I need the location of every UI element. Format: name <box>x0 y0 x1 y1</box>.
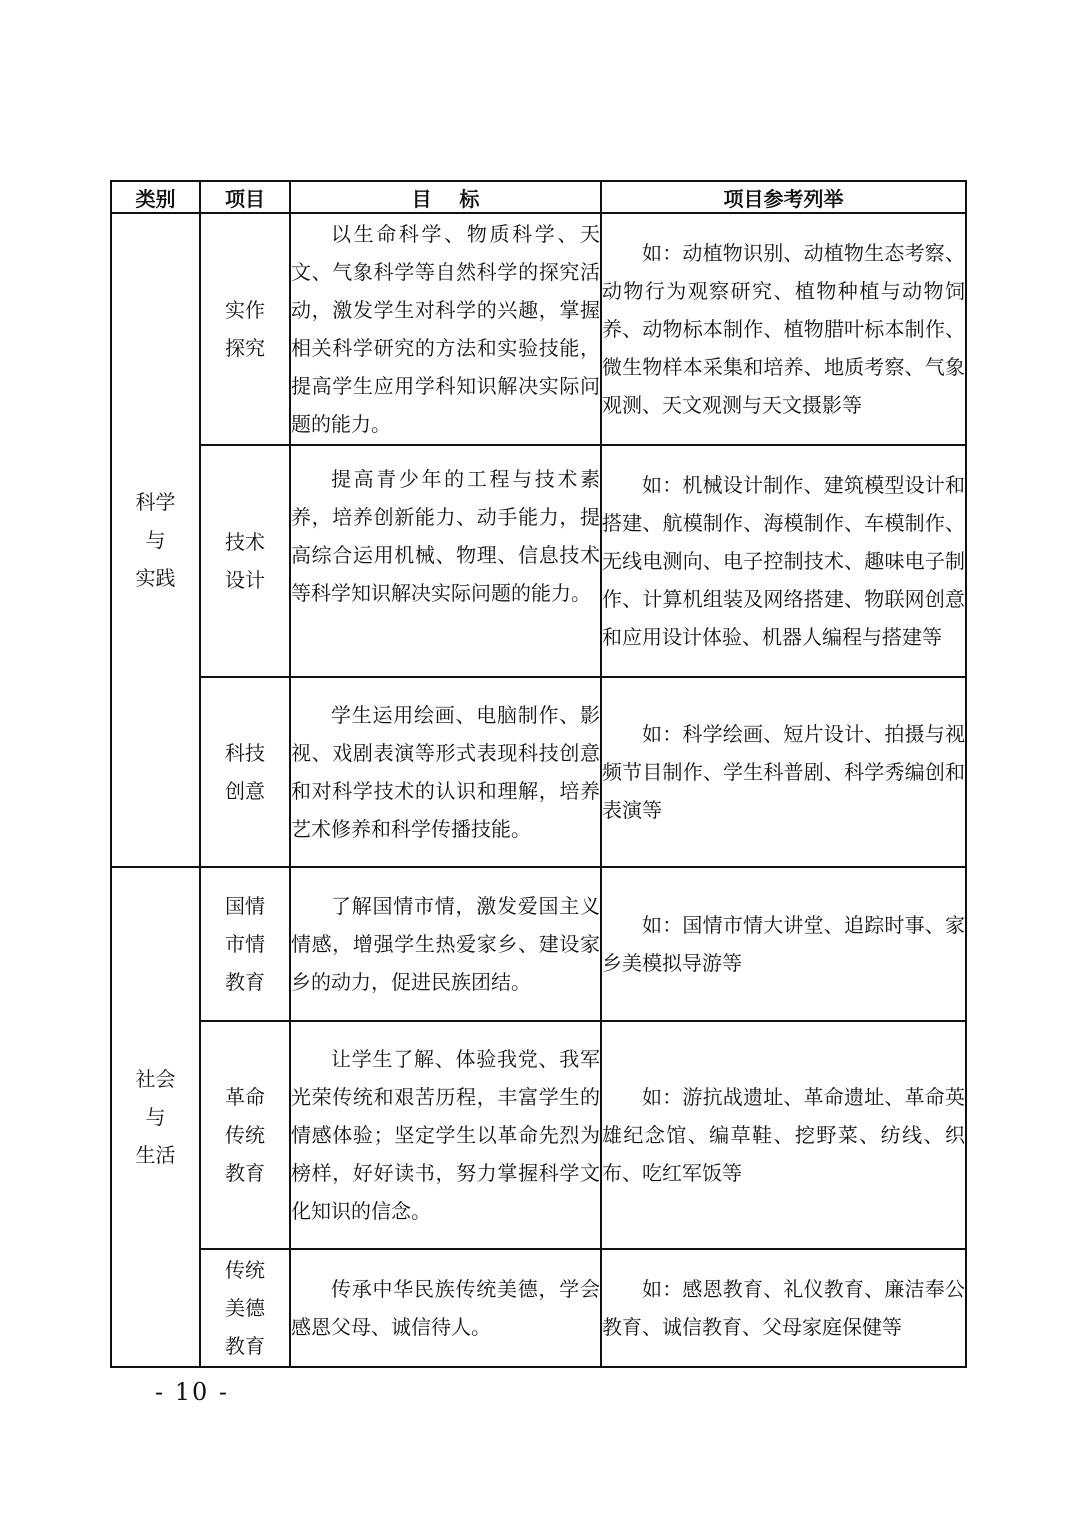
item-line: 创意 <box>225 779 265 803</box>
reference-cell: 如：游抗战遗址、革命遗址、革命英雄纪念馆、编草鞋、挖野菜、纺线、织布、吃红军饭等 <box>601 1021 966 1249</box>
header-goal: 目 标 <box>290 181 601 213</box>
goal-cell: 学生运用绘画、电脑制作、影视、戏剧表演等形式表现科技创意和对科学技术的认识和理解，培养艺术修养和科学传播技能。 <box>290 677 601 867</box>
item-line: 技术 <box>225 530 265 554</box>
item-line: 教育 <box>225 1334 265 1358</box>
category-line: 生活 <box>135 1143 176 1167</box>
item-line: 教育 <box>225 970 265 994</box>
goal-cell: 让学生了解、体验我党、我军光荣传统和艰苦历程，丰富学生的情感体验；坚定学生以革命先烈为榜样，好好读书，努力掌握科学文化知识的信念。 <box>290 1021 601 1249</box>
table-row <box>111 1021 966 1249</box>
page-number: - 10 - <box>155 1378 230 1406</box>
table-row <box>111 1249 966 1367</box>
table-row <box>111 677 966 867</box>
activity-table <box>110 180 967 1368</box>
category-line: 社会 <box>135 1067 176 1091</box>
item-line: 科技 <box>225 741 265 765</box>
reference-cell: 如：感恩教育、礼仪教育、廉洁奉公教育、诚信教育、父母家庭保健等 <box>601 1249 966 1367</box>
category-line: 与 <box>145 1105 166 1129</box>
category-society-life <box>111 867 200 1367</box>
header-item: 项目 <box>200 181 290 213</box>
item-cell <box>200 1249 290 1367</box>
table-row <box>111 445 966 677</box>
item-line: 美德 <box>225 1296 265 1320</box>
item-cell <box>200 677 290 867</box>
item-line: 设计 <box>225 568 265 592</box>
category-line: 实践 <box>135 566 176 590</box>
table-row <box>111 213 966 445</box>
reference-cell: 如：国情市情大讲堂、追踪时事、家乡美模拟导游等 <box>601 867 966 1021</box>
item-cell <box>200 867 290 1021</box>
goal-cell: 提高青少年的工程与技术素养，培养创新能力、动手能力，提高综合运用机械、物理、信息技术等科学知识解决实际问题的能力。 <box>290 445 601 677</box>
category-science-practice <box>111 213 200 867</box>
reference-cell: 如：动植物识别、动植物生态考察、动物行为观察研究、植物种植与动物饲养、动物标本制作、植物腊叶标本制作、微生物样本采集和培养、地质考察、气象观测、天文观测与天文摄影等 <box>601 213 966 445</box>
item-line: 教育 <box>225 1161 265 1185</box>
table-row <box>111 867 966 1021</box>
header-category: 类别 <box>111 181 200 213</box>
item-cell <box>200 1021 290 1249</box>
item-line: 实作 <box>225 298 265 322</box>
reference-cell: 如：科学绘画、短片设计、拍摄与视频节目制作、学生科普剧、科学秀编创和表演等 <box>601 677 966 867</box>
goal-cell: 传承中华民族传统美德，学会感恩父母、诚信待人。 <box>290 1249 601 1367</box>
item-line: 探究 <box>225 336 265 360</box>
category-line: 科学 <box>135 490 176 514</box>
item-line: 市情 <box>225 932 265 956</box>
category-line: 与 <box>145 528 166 552</box>
header-reference: 项目参考列举 <box>601 181 966 213</box>
item-line: 国情 <box>225 894 265 918</box>
item-line: 传统 <box>225 1123 265 1147</box>
item-cell <box>200 213 290 445</box>
item-line: 革命 <box>225 1085 265 1109</box>
goal-cell: 以生命科学、物质科学、天文、气象科学等自然科学的探究活动，激发学生对科学的兴趣，掌握相关科学研究的方法和实验技能，提高学生应用学科知识解决实际问题的能力。 <box>290 213 601 445</box>
item-line: 传统 <box>225 1258 265 1282</box>
reference-cell: 如：机械设计制作、建筑模型设计和搭建、航模制作、海模制作、车模制作、无线电测向、电子控制技术、趣味电子制作、计算机组装及网络搭建、物联网创意和应用设计体验、机器人编程与搭建等 <box>601 445 966 677</box>
header-row <box>111 181 966 213</box>
item-cell <box>200 445 290 677</box>
goal-cell: 了解国情市情，激发爱国主义情感，增强学生热爱家乡、建设家乡的动力，促进民族团结。 <box>290 867 601 1021</box>
